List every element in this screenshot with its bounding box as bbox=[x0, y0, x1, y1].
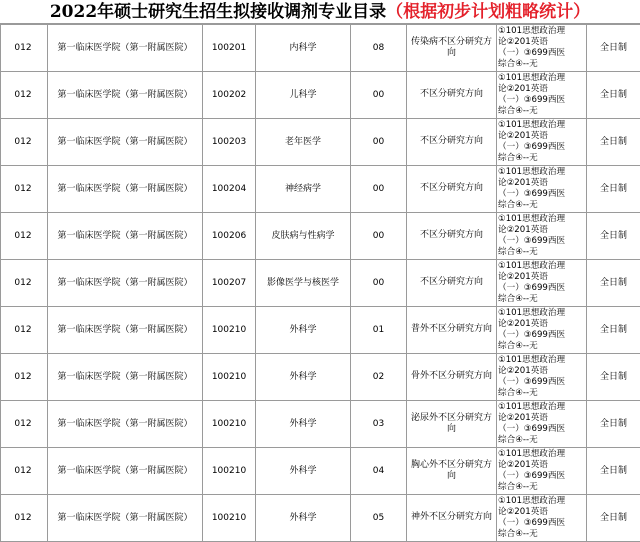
exam-subject-line: ①101思想政治理 bbox=[498, 308, 585, 319]
table-row bbox=[1, 495, 640, 542]
major-code-cell: 100210 bbox=[203, 495, 256, 542]
table-body bbox=[1, 25, 640, 542]
exam-subjects-cell bbox=[497, 354, 587, 401]
research-direction-cell: 不区分研究方向 bbox=[407, 166, 497, 213]
college-name-cell: 第一临床医学院（第一附属医院） bbox=[48, 495, 203, 542]
major-code-cell: 100201 bbox=[203, 25, 256, 72]
college-name-cell: 第一临床医学院（第一附属医院） bbox=[48, 25, 203, 72]
direction-code-cell: 00 bbox=[351, 119, 407, 166]
direction-code-cell: 05 bbox=[351, 495, 407, 542]
exam-subject-line: 综合④--无 bbox=[498, 388, 585, 399]
college-name-cell: 第一临床医学院（第一附属医院） bbox=[48, 401, 203, 448]
exam-subject-line: 论②201英语 bbox=[498, 319, 585, 330]
study-mode-cell: 全日制 bbox=[587, 401, 640, 448]
page-title bbox=[0, 0, 640, 24]
exam-subjects-cell bbox=[497, 166, 587, 213]
research-direction-cell: 不区分研究方向 bbox=[407, 119, 497, 166]
major-name-cell: 神经病学 bbox=[256, 166, 351, 213]
exam-subject-line: 综合④--无 bbox=[498, 482, 585, 493]
research-direction-cell: 普外不区分研究方向 bbox=[407, 307, 497, 354]
college-code-cell: 012 bbox=[1, 119, 48, 166]
major-name-cell: 外科学 bbox=[256, 307, 351, 354]
exam-subject-line: ①101思想政治理 bbox=[498, 402, 585, 413]
research-direction-cell: 神外不区分研究方向 bbox=[407, 495, 497, 542]
exam-subject-line: 论②201英语 bbox=[498, 225, 585, 236]
exam-subject-line: （一）③699西医 bbox=[498, 48, 585, 59]
college-name-cell: 第一临床医学院（第一附属医院） bbox=[48, 72, 203, 119]
exam-subject-line: 综合④--无 bbox=[498, 200, 585, 211]
exam-subject-line: （一）③699西医 bbox=[498, 95, 585, 106]
college-name-cell: 第一临床医学院（第一附属医院） bbox=[48, 307, 203, 354]
research-direction-cell: 不区分研究方向 bbox=[407, 260, 497, 307]
study-mode-cell: 全日制 bbox=[587, 72, 640, 119]
exam-subject-line: ①101思想政治理 bbox=[498, 167, 585, 178]
table-row bbox=[1, 260, 640, 307]
direction-code-cell: 08 bbox=[351, 25, 407, 72]
exam-subjects-cell bbox=[497, 72, 587, 119]
major-code-cell: 100207 bbox=[203, 260, 256, 307]
research-direction-cell: 胸心外不区分研究方向 bbox=[407, 448, 497, 495]
table-row bbox=[1, 307, 640, 354]
college-name-cell: 第一临床医学院（第一附属医院） bbox=[48, 260, 203, 307]
exam-subject-line: 综合④--无 bbox=[498, 435, 585, 446]
major-code-cell: 100210 bbox=[203, 401, 256, 448]
exam-subject-line: ①101思想政治理 bbox=[498, 261, 585, 272]
table-row bbox=[1, 401, 640, 448]
college-code-cell: 012 bbox=[1, 401, 48, 448]
exam-subjects-cell bbox=[497, 307, 587, 354]
research-direction-cell: 传染病不区分研究方向 bbox=[407, 25, 497, 72]
major-name-cell: 外科学 bbox=[256, 448, 351, 495]
title-note: （根据初步计划粗略统计） bbox=[386, 2, 590, 22]
exam-subject-line: 综合④--无 bbox=[498, 247, 585, 258]
exam-subjects-cell bbox=[497, 260, 587, 307]
exam-subject-line: （一）③699西医 bbox=[498, 330, 585, 341]
major-code-cell: 100206 bbox=[203, 213, 256, 260]
exam-subject-line: 综合④--无 bbox=[498, 294, 585, 305]
exam-subject-line: 论②201英语 bbox=[498, 84, 585, 95]
major-code-cell: 100204 bbox=[203, 166, 256, 213]
exam-subject-line: 论②201英语 bbox=[498, 413, 585, 424]
table-row bbox=[1, 119, 640, 166]
direction-code-cell: 03 bbox=[351, 401, 407, 448]
exam-subject-line: 论②201英语 bbox=[498, 366, 585, 377]
exam-subjects-cell bbox=[497, 401, 587, 448]
major-name-cell: 影像医学与核医学 bbox=[256, 260, 351, 307]
exam-subject-line: ①101思想政治理 bbox=[498, 496, 585, 507]
college-code-cell: 012 bbox=[1, 495, 48, 542]
major-name-cell: 内科学 bbox=[256, 25, 351, 72]
major-name-cell: 外科学 bbox=[256, 401, 351, 448]
major-code-cell: 100203 bbox=[203, 119, 256, 166]
exam-subject-line: （一）③699西医 bbox=[498, 142, 585, 153]
college-code-cell: 012 bbox=[1, 448, 48, 495]
table-row bbox=[1, 166, 640, 213]
study-mode-cell: 全日制 bbox=[587, 25, 640, 72]
exam-subjects-cell bbox=[497, 213, 587, 260]
college-name-cell: 第一临床医学院（第一附属医院） bbox=[48, 354, 203, 401]
major-name-cell: 皮肤病与性病学 bbox=[256, 213, 351, 260]
college-code-cell: 012 bbox=[1, 25, 48, 72]
major-code-cell: 100210 bbox=[203, 307, 256, 354]
exam-subject-line: ①101思想政治理 bbox=[498, 120, 585, 131]
exam-subject-line: 综合④--无 bbox=[498, 341, 585, 352]
table-row bbox=[1, 72, 640, 119]
direction-code-cell: 00 bbox=[351, 260, 407, 307]
exam-subject-line: 论②201英语 bbox=[498, 37, 585, 48]
exam-subject-line: 论②201英语 bbox=[498, 178, 585, 189]
major-code-cell: 100210 bbox=[203, 448, 256, 495]
college-name-cell: 第一临床医学院（第一附属医院） bbox=[48, 448, 203, 495]
exam-subject-line: 论②201英语 bbox=[498, 272, 585, 283]
study-mode-cell: 全日制 bbox=[587, 213, 640, 260]
college-name-cell: 第一临床医学院（第一附属医院） bbox=[48, 166, 203, 213]
exam-subject-line: 论②201英语 bbox=[498, 507, 585, 518]
program-table bbox=[0, 24, 640, 542]
major-code-cell: 100202 bbox=[203, 72, 256, 119]
exam-subject-line: ①101思想政治理 bbox=[498, 355, 585, 366]
study-mode-cell: 全日制 bbox=[587, 307, 640, 354]
exam-subjects-cell bbox=[497, 448, 587, 495]
table-row bbox=[1, 354, 640, 401]
research-direction-cell: 不区分研究方向 bbox=[407, 72, 497, 119]
college-code-cell: 012 bbox=[1, 354, 48, 401]
direction-code-cell: 00 bbox=[351, 213, 407, 260]
exam-subject-line: 综合④--无 bbox=[498, 529, 585, 540]
research-direction-cell: 泌尿外不区分研究方向 bbox=[407, 401, 497, 448]
exam-subjects-cell bbox=[497, 119, 587, 166]
exam-subject-line: （一）③699西医 bbox=[498, 189, 585, 200]
study-mode-cell: 全日制 bbox=[587, 119, 640, 166]
major-code-cell: 100210 bbox=[203, 354, 256, 401]
exam-subjects-cell bbox=[497, 495, 587, 542]
college-code-cell: 012 bbox=[1, 166, 48, 213]
major-name-cell: 老年医学 bbox=[256, 119, 351, 166]
table-row bbox=[1, 213, 640, 260]
study-mode-cell: 全日制 bbox=[587, 448, 640, 495]
exam-subject-line: 论②201英语 bbox=[498, 460, 585, 471]
table-row bbox=[1, 25, 640, 72]
exam-subject-line: （一）③699西医 bbox=[498, 424, 585, 435]
study-mode-cell: 全日制 bbox=[587, 354, 640, 401]
college-code-cell: 012 bbox=[1, 307, 48, 354]
college-name-cell: 第一临床医学院（第一附属医院） bbox=[48, 213, 203, 260]
exam-subject-line: 综合④--无 bbox=[498, 59, 585, 70]
exam-subject-line: ①101思想政治理 bbox=[498, 449, 585, 460]
exam-subject-line: ①101思想政治理 bbox=[498, 214, 585, 225]
college-code-cell: 012 bbox=[1, 260, 48, 307]
exam-subject-line: （一）③699西医 bbox=[498, 471, 585, 482]
title-main: 2022年硕士研究生招生拟接收调剂专业目录 bbox=[50, 2, 386, 22]
research-direction-cell: 不区分研究方向 bbox=[407, 213, 497, 260]
exam-subject-line: （一）③699西医 bbox=[498, 283, 585, 294]
exam-subject-line: ①101思想政治理 bbox=[498, 26, 585, 37]
college-code-cell: 012 bbox=[1, 213, 48, 260]
study-mode-cell: 全日制 bbox=[587, 260, 640, 307]
study-mode-cell: 全日制 bbox=[587, 166, 640, 213]
direction-code-cell: 04 bbox=[351, 448, 407, 495]
direction-code-cell: 02 bbox=[351, 354, 407, 401]
exam-subject-line: （一）③699西医 bbox=[498, 518, 585, 529]
exam-subject-line: 综合④--无 bbox=[498, 106, 585, 117]
college-name-cell: 第一临床医学院（第一附属医院） bbox=[48, 119, 203, 166]
major-name-cell: 儿科学 bbox=[256, 72, 351, 119]
major-name-cell: 外科学 bbox=[256, 354, 351, 401]
table-row bbox=[1, 448, 640, 495]
exam-subjects-cell bbox=[497, 25, 587, 72]
direction-code-cell: 00 bbox=[351, 72, 407, 119]
college-code-cell: 012 bbox=[1, 72, 48, 119]
direction-code-cell: 01 bbox=[351, 307, 407, 354]
exam-subject-line: （一）③699西医 bbox=[498, 236, 585, 247]
major-name-cell: 外科学 bbox=[256, 495, 351, 542]
exam-subject-line: 论②201英语 bbox=[498, 131, 585, 142]
research-direction-cell: 骨外不区分研究方向 bbox=[407, 354, 497, 401]
exam-subject-line: ①101思想政治理 bbox=[498, 73, 585, 84]
exam-subject-line: 综合④--无 bbox=[498, 153, 585, 164]
exam-subject-line: （一）③699西医 bbox=[498, 377, 585, 388]
study-mode-cell: 全日制 bbox=[587, 495, 640, 542]
direction-code-cell: 00 bbox=[351, 166, 407, 213]
